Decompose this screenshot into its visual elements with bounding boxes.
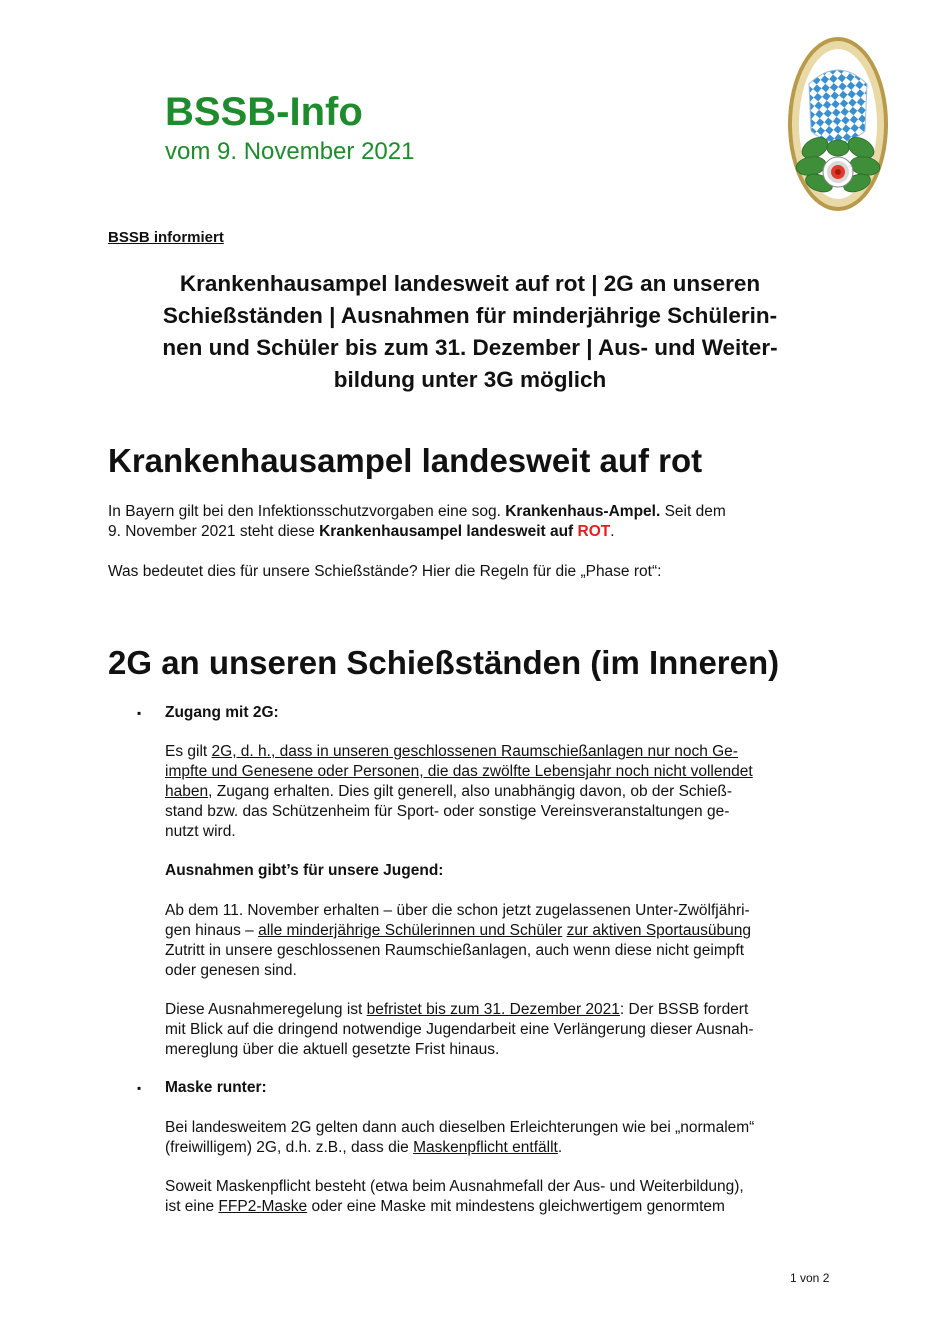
paragraph-befristet xyxy=(165,1000,754,1060)
paragraph-line: Ab dem 11. November erhalten – über die schon jetzt zugelassenen Unter-Zwölfjähri- xyxy=(165,902,750,919)
paragraph-line: Was bedeutet dies für unsere Schießstände? Hier die Regeln für die „Phase rot“: xyxy=(108,563,662,580)
paragraph-line xyxy=(165,1197,744,1217)
underlined-text: FFP2-Maske xyxy=(218,1198,308,1215)
paragraph-jugend xyxy=(165,901,751,981)
section-heading-2g: 2G an unseren Schießständen (im Inneren) xyxy=(108,644,780,681)
document-date: vom 9. November 2021 xyxy=(165,138,415,165)
paragraph-line: Zutritt in unsere geschlossenen Raumschießanlagen, auch wenn diese nicht geimpft xyxy=(165,942,744,959)
text-span: oder eine Maske mit mindestens gleichwertigem genormtem xyxy=(307,1198,725,1215)
headline-line: Krankenhausampel landesweit auf rot | 2G an unseren xyxy=(179,271,761,296)
bullet-icon: ▪ xyxy=(137,1081,142,1095)
headline-line: bildung unter 3G möglich xyxy=(333,367,607,392)
underlined-text: alle minderjährige Schülerinnen und Schüler xyxy=(258,922,563,939)
text-span: gen hinaus – xyxy=(165,922,259,939)
headline xyxy=(108,268,832,396)
underlined-text: befristet bis zum 31. Dezember 2021 xyxy=(366,1001,620,1018)
subheading-jugend: Ausnahmen gibt’s für unsere Jugend: xyxy=(165,862,444,879)
bold-text: Krankenhaus-Ampel. xyxy=(505,503,661,520)
bssb-logo xyxy=(787,36,889,212)
paragraph-line: mereglung über die aktuell gesetzte Frist hinaus. xyxy=(165,1041,500,1058)
paragraph-line xyxy=(165,1000,754,1020)
section-heading-ampel: Krankenhausampel landesweit auf rot xyxy=(108,442,703,479)
text-span: (freiwilligem) 2G, d.h. z.B., dass die xyxy=(165,1139,414,1156)
text-span: Seit dem xyxy=(660,503,726,520)
paragraph-line: Soweit Maskenpflicht besteht (etwa beim Ausnahmefall der Aus- und Weiterbildung), xyxy=(165,1178,744,1195)
paragraph-ampel xyxy=(108,502,726,542)
text-span: : Der BSSB fordert xyxy=(619,1001,749,1018)
bold-text: Krankenhausampel landesweit auf xyxy=(319,523,578,540)
paragraph-line xyxy=(165,1138,754,1158)
headline-line: Schießständen | Ausnahmen für minderjährige Schülerin- xyxy=(162,303,778,328)
paragraph-line xyxy=(165,742,753,762)
bullet-title-zugang: Zugang mit 2G: xyxy=(165,704,279,721)
paragraph-line xyxy=(108,522,726,542)
text-span: . xyxy=(557,1139,563,1156)
paragraph-line xyxy=(165,921,751,941)
text-span: 9. November 2021 steht diese xyxy=(108,523,320,540)
headline-line: nen und Schüler bis zum 31. Dezember | Aus- und Weiter- xyxy=(162,335,778,360)
paragraph-zugang xyxy=(165,742,753,842)
paragraph-line: oder genesen sind. xyxy=(165,962,297,979)
text-span: Es gilt xyxy=(165,743,212,760)
text-span: ist eine xyxy=(165,1198,219,1215)
underlined-text: haben xyxy=(165,783,209,800)
paragraph-line xyxy=(108,502,726,522)
paragraph-line: impfte und Genesene oder Personen, die das zwölfte Lebensjahr noch nicht vollendet xyxy=(165,763,753,780)
underlined-text: Maskenpflicht entfällt xyxy=(413,1139,558,1156)
text-span: Diese Ausnahmeregelung ist xyxy=(165,1001,367,1018)
bullet-icon: ▪ xyxy=(137,706,142,720)
paragraph-line: Bei landesweitem 2G gelten dann auch dieselben Erleichterungen wie bei „normalem“ xyxy=(165,1119,755,1136)
paragraph-maske xyxy=(165,1118,754,1158)
text-span: , Zugang erhalten. Dies gilt generell, also unabhängig davon, ob der Schieß- xyxy=(208,783,732,800)
page-number: 1 von 2 xyxy=(790,1271,830,1285)
underlined-text: 2G, d. h., dass in unseren geschlossenen Raumschießanlagen nur noch Ge- xyxy=(211,743,738,760)
paragraph-line: stand bzw. das Schützenheim für Sport- oder sonstige Vereinsveranstaltungen ge- xyxy=(165,803,730,820)
underlined-text: zur aktiven Sportausübung xyxy=(566,922,751,939)
paragraph-question xyxy=(108,562,661,582)
paragraph-line: mit Blick auf die dringend notwendige Jugendarbeit eine Verlängerung dieser Ausnah- xyxy=(165,1021,754,1038)
text-span: . xyxy=(610,523,615,540)
section-label: BSSB informiert xyxy=(108,229,224,246)
text-span: In Bayern gilt bei den Infektionsschutzvorgaben eine sog. xyxy=(108,503,506,520)
paragraph-line xyxy=(165,782,753,802)
bullet-title-maske: Maske runter: xyxy=(165,1079,267,1096)
paragraph-line: nutzt wird. xyxy=(165,823,236,840)
paragraph-ffp2 xyxy=(165,1177,744,1217)
red-text: ROT xyxy=(577,523,611,540)
document-title: BSSB-Info xyxy=(165,90,363,134)
